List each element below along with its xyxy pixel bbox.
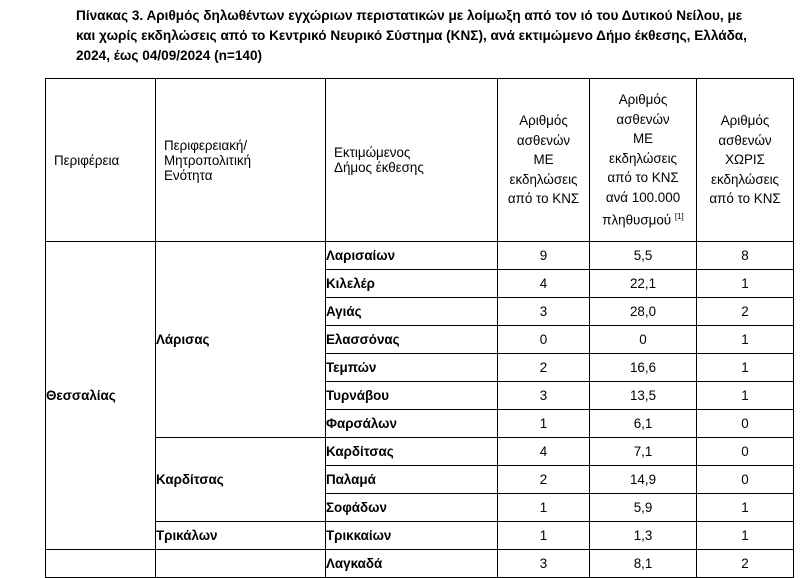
unit-cell: Λάρισας — [156, 242, 326, 438]
rate-cell: 5,5 — [590, 242, 697, 270]
municipality-cell: Καρδίτσας — [326, 438, 498, 466]
header-cases-without-cns: Αριθμός ασθενών ΧΩΡΙΣ εκδηλώσεις από το ΚΝΣ — [697, 79, 794, 242]
rate-cell: 6,1 — [590, 410, 697, 438]
cases-without-cns-cell: 2 — [697, 298, 794, 326]
municipality-cell: Λαρισαίων — [326, 242, 498, 270]
rate-cell: 7,1 — [590, 438, 697, 466]
rate-cell: 0 — [590, 326, 697, 354]
cases-with-cns-cell: 1 — [498, 410, 590, 438]
cases-with-cns-cell: 9 — [498, 242, 590, 270]
rate-cell: 1,3 — [590, 522, 697, 550]
municipality-cell: Λαγκαδά — [326, 550, 498, 578]
cases-without-cns-cell: 0 — [697, 438, 794, 466]
header-unit: Περιφερειακή/ Μητροπολιτική Ενότητα — [156, 79, 326, 242]
municipality-cell: Αγιάς — [326, 298, 498, 326]
footnote-ref: [1] — [674, 212, 684, 222]
rate-cell: 5,9 — [590, 494, 697, 522]
municipality-cell: Κιλελέρ — [326, 270, 498, 298]
unit-cell: Τρικάλων — [156, 522, 326, 550]
table-row — [46, 522, 794, 550]
cases-with-cns-cell: 0 — [498, 326, 590, 354]
cases-without-cns-cell: 0 — [697, 410, 794, 438]
cases-without-cns-cell: 0 — [697, 466, 794, 494]
cases-without-cns-cell: 1 — [697, 354, 794, 382]
cases-without-cns-cell: 2 — [697, 550, 794, 578]
region-cell — [46, 550, 156, 578]
cases-with-cns-cell: 4 — [498, 270, 590, 298]
table-row — [46, 242, 794, 270]
cases-with-cns-cell: 2 — [498, 466, 590, 494]
region-cell: Θεσσαλίας — [46, 242, 156, 550]
caption-line-3: 2024, έως 04/09/2024 (n=140) — [76, 48, 263, 63]
rate-cell: 14,9 — [590, 466, 697, 494]
caption-line-2: και χωρίς εκδηλώσεις από το Κεντρικό Νευρικό Σύστημα (ΚΝΣ), ανά εκτιμώμενο Δήμο έκθεσης, Ελλάδα, — [76, 28, 747, 43]
municipality-cell: Φαρσάλων — [326, 410, 498, 438]
cases-without-cns-cell: 1 — [697, 270, 794, 298]
table-row — [46, 550, 794, 578]
municipality-cell: Τρικκαίων — [326, 522, 498, 550]
unit-cell: Καρδίτσας — [156, 438, 326, 522]
cases-with-cns-cell: 3 — [498, 298, 590, 326]
header-municipality: Εκτιμώμενος Δήμος έκθεσης — [326, 79, 498, 242]
rate-cell: 16,6 — [590, 354, 697, 382]
rate-cell: 28,0 — [590, 298, 697, 326]
cases-without-cns-cell: 1 — [697, 522, 794, 550]
cases-without-cns-cell: 1 — [697, 494, 794, 522]
table-row — [46, 438, 794, 466]
header-rate-per-100k: Αριθμός ασθενών ΜΕ εκδηλώσεις από το ΚΝΣ ανά 100.000 πληθυσμού [1] — [590, 79, 697, 242]
cases-with-cns-cell: 1 — [498, 522, 590, 550]
rate-cell: 13,5 — [590, 382, 697, 410]
municipality-cell: Τεμπών — [326, 354, 498, 382]
municipality-cell: Ελασσόνας — [326, 326, 498, 354]
header-row — [46, 79, 794, 242]
header-cases-with-cns: Αριθμός ασθενών ΜΕ εκδηλώσεις από το ΚΝΣ — [498, 79, 590, 242]
rate-cell: 8,1 — [590, 550, 697, 578]
header-region: Περιφέρεια — [46, 79, 156, 242]
cases-without-cns-cell: 8 — [697, 242, 794, 270]
table-caption — [76, 6, 776, 66]
cases-with-cns-cell: 4 — [498, 438, 590, 466]
municipality-cell: Παλαμά — [326, 466, 498, 494]
cases-table — [45, 78, 794, 578]
unit-cell — [156, 550, 326, 578]
cases-without-cns-cell: 1 — [697, 382, 794, 410]
cases-with-cns-cell: 1 — [498, 494, 590, 522]
cases-with-cns-cell: 3 — [498, 382, 590, 410]
rate-cell: 22,1 — [590, 270, 697, 298]
cases-without-cns-cell: 1 — [697, 326, 794, 354]
cases-with-cns-cell: 3 — [498, 550, 590, 578]
municipality-cell: Σοφάδων — [326, 494, 498, 522]
municipality-cell: Τυρνάβου — [326, 382, 498, 410]
caption-line-1: Πίνακας 3. Αριθμός δηλωθέντων εγχώριων περιστατικών με λοίμωξη από τον ιό του Δυτικού Νείλου, με — [76, 8, 743, 23]
cases-with-cns-cell: 2 — [498, 354, 590, 382]
